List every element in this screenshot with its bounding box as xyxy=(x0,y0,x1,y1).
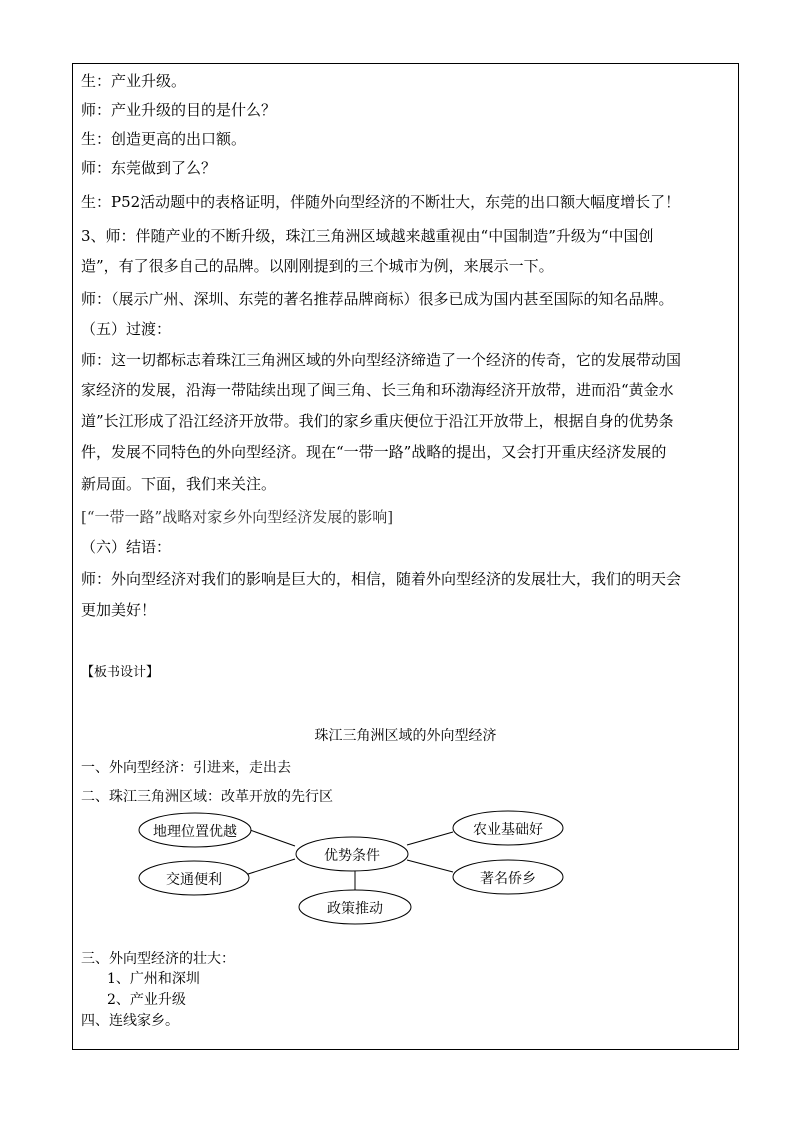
board-heading: 【板书设计】 xyxy=(81,665,160,680)
board-subitem: 2、产业升级 xyxy=(107,992,186,1008)
text-line: 师：这一切都标志着珠江三角洲区域的外向型经济缔造了一个经济的传奇，它的发展带动国 xyxy=(81,351,682,369)
board-item: 三、外向型经济的壮大： xyxy=(81,951,235,967)
text-line: 师：产业升级的目的是什么？ xyxy=(81,101,277,119)
node-center: 优势条件 xyxy=(324,848,380,864)
board-subitem: 1、广州和深圳 xyxy=(107,971,200,987)
text-line: 生：产业升级。 xyxy=(81,72,187,90)
text-line: 生：创造更高的出口额。 xyxy=(81,130,247,148)
text-line: 更加美好！ xyxy=(81,601,157,619)
connector-line xyxy=(407,832,453,845)
node-overseas: 著名侨乡 xyxy=(480,871,536,887)
connector-line xyxy=(245,859,295,875)
board-item: 四、连线家乡。 xyxy=(81,1013,179,1029)
text-line: 3、师：伴随产业的不断升级，珠江三角洲区域越来越重视由“中国制造”升级为“中国创 xyxy=(81,227,654,245)
text-line: 造”，有了很多自己的品牌。以刚刚提到的三个城市为例，来展示一下。 xyxy=(81,257,554,275)
text-line: 师：东莞做到了么？ xyxy=(81,159,217,177)
node-agriculture: 农业基础好 xyxy=(473,822,543,838)
text-line: （五）过渡： xyxy=(81,320,172,338)
node-geography: 地理位置优越 xyxy=(153,824,237,840)
text-line: 道”长江形成了沿江经济开放带。我们的家乡重庆便位于沿江开放带上，根据自身的优势条 xyxy=(81,412,674,430)
text-line: 师：外向型经济对我们的影响是巨大的，相信，随着外向型经济的发展壮大，我们的明天会 xyxy=(81,570,682,588)
board-title: 珠江三角洲区域的外向型经济 xyxy=(314,728,497,744)
text-line: 新局面。下面，我们来关注。 xyxy=(81,475,277,493)
connector-line xyxy=(407,860,453,872)
node-policy: 政策推动 xyxy=(327,901,383,917)
text-line: 家经济的发展，沿海一带陆续出现了闽三角、长三角和环渤海经济开放带，进而沿“黄金水 xyxy=(81,381,674,399)
board-item: 二、珠江三角洲区域：改革开放的先行区 xyxy=(81,789,333,805)
node-transport: 交通便利 xyxy=(166,872,222,888)
connector-line xyxy=(250,830,295,846)
content-frame xyxy=(72,63,739,1050)
text-line: 件，发展不同特色的外向型经济。现在“一带一路”战略的提出，又会打开重庆经济发展的 xyxy=(81,443,667,461)
text-line: [“一带一路”战略对家乡外向型经济发展的影响] xyxy=(81,508,394,526)
text-line: （六）结语： xyxy=(81,538,172,556)
board-item: 一、外向型经济：引进来，走出去 xyxy=(81,760,291,776)
text-line: 生：P52活动题中的表格证明，伴随外向型经济的不断壮大，东莞的出口额大幅度增长了！ xyxy=(81,193,681,211)
text-line: 师：（展示广州、深圳、东莞的著名推荐品牌商标）很多已成为国内甚至国际的知名品牌。 xyxy=(81,290,674,308)
